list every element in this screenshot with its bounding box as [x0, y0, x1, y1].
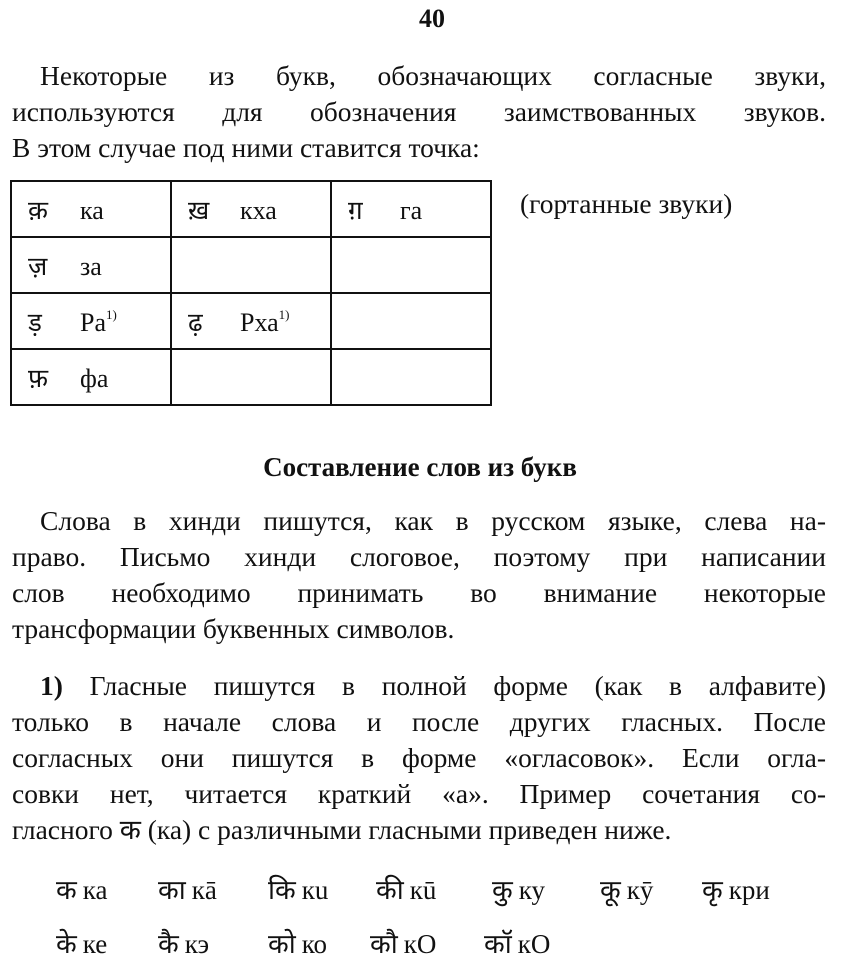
table-cell-empty [171, 349, 331, 405]
table-cell [11, 349, 171, 405]
words-line: трансформации буквенных символов. [12, 613, 455, 644]
example-syllable [56, 924, 107, 961]
devanagari-letter: क [119, 814, 141, 846]
example-syllable [268, 924, 327, 961]
example-syllable [158, 870, 217, 907]
intro-paragraph [12, 58, 826, 166]
table-row [11, 293, 491, 349]
intro-line: Некоторые из букв, обозначающих согласные звуки, [40, 60, 826, 91]
vowels-line: совки нет, читается краткий «а». Пример сочетания со- [12, 778, 826, 809]
transliteration: Рха [240, 308, 279, 337]
vowels-line: согласных они пишутся в форме «огласовок». Если огла- [12, 742, 826, 773]
transliteration: кэ [184, 929, 210, 959]
transliteration: ка [80, 196, 104, 225]
table-cell [11, 293, 171, 349]
transliteration: кū [409, 875, 437, 905]
table-cell-empty [171, 237, 331, 293]
transliteration: кха [240, 196, 277, 225]
table-cell-empty [331, 293, 491, 349]
transliteration: кā [191, 875, 217, 905]
transliteration: кӯ [626, 875, 654, 905]
words-line: право. Письмо хинди слоговое, поэтому при написании [12, 541, 826, 572]
transliteration: кри [728, 875, 770, 905]
devanagari-syllable: कै [158, 929, 179, 960]
devanagari-syllable: की [376, 875, 404, 906]
words-paragraph [12, 503, 826, 647]
transliteration: ку [518, 875, 545, 905]
table-row [11, 349, 491, 405]
vowels-line-text: (ка) с различными гласными приведен ниже. [140, 814, 672, 845]
devanagari-syllable: कि [268, 875, 296, 906]
table-cell [11, 181, 171, 237]
transliteration: ко [301, 929, 327, 959]
table-cell-empty [331, 237, 491, 293]
devanagari-letter: ग़ [348, 196, 363, 226]
devanagari-letter: ख़ [188, 196, 210, 226]
table-cell [171, 293, 331, 349]
table-row [11, 181, 491, 237]
example-syllable [600, 870, 653, 907]
table-cell [11, 237, 171, 293]
devanagari-letter: ड़ [28, 308, 42, 338]
vowels-line [12, 812, 826, 848]
item-number: 1) [40, 670, 63, 701]
footnote-mark: 1) [278, 307, 290, 322]
example-syllable [370, 924, 436, 961]
devanagari-letter: ज़ [28, 252, 48, 282]
devanagari-syllable: के [56, 929, 77, 960]
example-syllable [158, 924, 209, 961]
section-heading: Составление слов из букв [263, 452, 577, 482]
transliteration: кО [517, 929, 551, 959]
devanagari-syllable: कृ [702, 875, 723, 906]
example-syllable [376, 870, 436, 907]
table-row [11, 237, 491, 293]
transliteration: га [400, 196, 423, 225]
example-syllable [56, 870, 107, 907]
devanagari-syllable: क [56, 875, 77, 906]
devanagari-letter: क़ [28, 196, 48, 226]
transliteration: кu [301, 875, 329, 905]
transliteration: за [80, 252, 102, 281]
devanagari-syllable: कॉ [484, 929, 512, 960]
footnote-mark: 1) [106, 307, 117, 322]
vowels-paragraph [12, 668, 826, 848]
devanagari-syllable: का [158, 875, 186, 906]
devanagari-syllable: कू [600, 875, 621, 906]
transliteration: кО [403, 929, 437, 959]
example-syllable [268, 870, 328, 907]
table-cell [331, 181, 491, 237]
words-line: слов необходимо принимать во внимание некоторые [12, 577, 826, 608]
table-cell [171, 181, 331, 237]
words-line: Слова в хинди пишутся, как в русском языке, слева на- [40, 505, 826, 536]
devanagari-syllable: कु [492, 875, 513, 906]
devanagari-syllable: को [268, 929, 296, 960]
transliteration: ка [82, 875, 108, 905]
vowels-line [12, 668, 826, 704]
example-syllable [702, 870, 770, 907]
table-note: (гортанные звуки) [520, 188, 733, 219]
devanagari-letter: फ़ [28, 364, 49, 394]
vowels-line-text: гласного [12, 814, 120, 845]
example-syllable [492, 870, 545, 907]
example-syllable [484, 924, 550, 961]
page-number: 40 [419, 4, 445, 33]
nukta-letters-table [10, 180, 492, 406]
vowels-line: только в начале слова и после других гласных. После [12, 706, 826, 737]
transliteration: фа [80, 364, 109, 393]
transliteration: ке [82, 929, 108, 959]
transliteration: Ра [80, 308, 106, 337]
intro-line: используются для обозначения заимствованных звуков. [12, 96, 826, 127]
devanagari-syllable: कौ [370, 929, 398, 960]
vowels-line-text: Гласные пишутся в полной форме (как в алфавите) [62, 670, 826, 701]
table-cell-empty [331, 349, 491, 405]
devanagari-letter: ढ़ [188, 308, 203, 338]
intro-line: В этом случае под ними ставится точка: [12, 132, 480, 163]
